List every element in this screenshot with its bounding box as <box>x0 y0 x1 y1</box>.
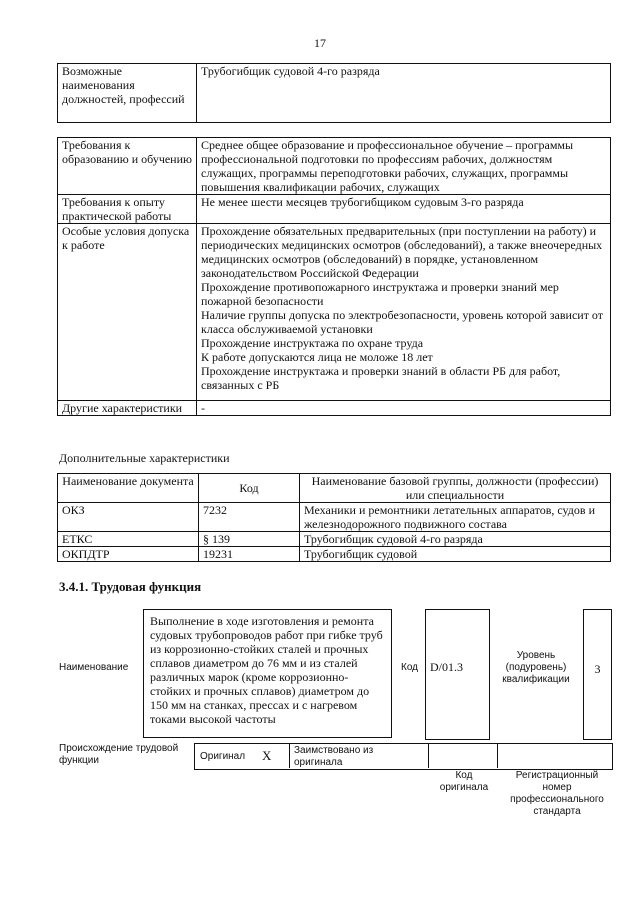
function-level-value: 3 <box>594 662 601 676</box>
origin-divider <box>428 743 429 768</box>
table-row <box>58 503 611 532</box>
condition-line: К работе допускаются лица не моложе 18 лет <box>201 350 433 364</box>
function-level-label: Уровень (подуровень) квалификации <box>502 650 570 685</box>
function-level-box <box>583 609 612 740</box>
additional-header-row <box>58 474 611 503</box>
original-label: Оригинал <box>200 751 246 762</box>
function-heading: 3.4.1. Трудовая функция <box>59 579 202 594</box>
row-doc: ОКЗ <box>58 503 199 532</box>
row-name: Механики и ремонтники летательных аппаратов, судов и железнодорожного подвижного состава <box>300 503 611 532</box>
job-titles-label: Возможные наименования должностей, профессий <box>58 64 197 123</box>
function-name-label: Наименование <box>59 662 129 673</box>
special-conditions-label: Особые условия допуска к работе <box>58 224 197 401</box>
requirements-row-experience <box>58 195 611 224</box>
job-titles-table <box>57 63 611 123</box>
education-value: Среднее общее образование и профессиональное обучение – программы профессиональной подготовки по профессиям рабочих, должностям служащих, программы переподготовки рабочих, служащих, программы повышения квалификации рабочих, служащих <box>197 138 611 195</box>
page-number: 17 <box>314 36 326 50</box>
experience-label: Требования к опыту практической работы <box>58 195 197 224</box>
table-row <box>58 532 611 547</box>
origin-divider <box>289 743 290 768</box>
special-conditions-value <box>197 224 611 401</box>
row-code: 19231 <box>199 547 300 562</box>
requirements-table <box>57 137 611 416</box>
row-name: Трубогибщик судовой 4-го разряда <box>300 532 611 547</box>
table-row <box>58 547 611 562</box>
borrowed-label: Заимствовано из оригинала <box>294 745 374 768</box>
condition-line: Прохождение противопожарного инструктажа и проверки знаний мер пожарной безопасности <box>201 280 559 308</box>
origin-divider <box>497 743 498 768</box>
original-mark: X <box>262 748 272 763</box>
additional-title: Дополнительные характеристики <box>59 451 230 465</box>
reg-caption: Регистрационный номер профессионального стандарта <box>510 770 604 817</box>
function-code-label: Код <box>401 662 419 673</box>
requirements-row-special <box>58 224 611 401</box>
row-name: Трубогибщик судовой <box>300 547 611 562</box>
condition-line: Прохождение инструктажа и проверки знаний в области РБ для работ, связанных с РБ <box>201 364 561 392</box>
condition-line: Наличие группы допуска по электробезопасности, уровень которой зависит от класса обслуживаемой установки <box>201 308 604 336</box>
additional-table <box>57 473 611 562</box>
origin-label: Происхождение трудовой функции <box>59 743 179 766</box>
requirements-row-education <box>58 138 611 195</box>
other-label: Другие характеристики <box>58 401 197 416</box>
requirements-row-other <box>58 401 611 416</box>
education-label: Требования к образованию и обучению <box>58 138 197 195</box>
header-code: Код <box>199 474 300 503</box>
row-code: § 139 <box>199 532 300 547</box>
experience-value: Не менее шести месяцев трубогибщиком судовым 3-го разряда <box>197 195 611 224</box>
code-caption: Код оригинала <box>439 770 489 793</box>
header-name: Наименование базовой группы, должности (профессии) или специальности <box>300 474 611 503</box>
job-titles-value: Трубогибщик судовой 4-го разряда <box>197 64 611 123</box>
row-code: 7232 <box>199 503 300 532</box>
function-code-value: D/01.3 <box>430 660 463 674</box>
header-doc: Наименование документа <box>58 474 199 503</box>
row-doc: ЕТКС <box>58 532 199 547</box>
function-name-value: Выполнение в ходе изготовления и ремонта судовых трубопроводов работ при гибке труб из коррозионно-стойких сталей и прочных сплавов диаметром до 76 мм и из сталей различных марок (кроме коррозионно-стойких и прочных сплавов) диаметром до 150 мм на станках, прессах и с нагревом токами высокой частоты <box>150 614 383 726</box>
function-name-box <box>143 609 392 738</box>
condition-line: Прохождение инструктажа по охране труда <box>201 336 424 350</box>
condition-line: Прохождение обязательных предварительных (при поступлении на работу) и периодических медицинских осмотров (обследований), а также внеочередных медицинских осмотров (обследований) в порядке, установленном законодательством Российской Федерации <box>201 224 603 280</box>
other-value: - <box>197 401 611 416</box>
function-code-box <box>425 609 490 740</box>
row-doc: ОКПДТР <box>58 547 199 562</box>
